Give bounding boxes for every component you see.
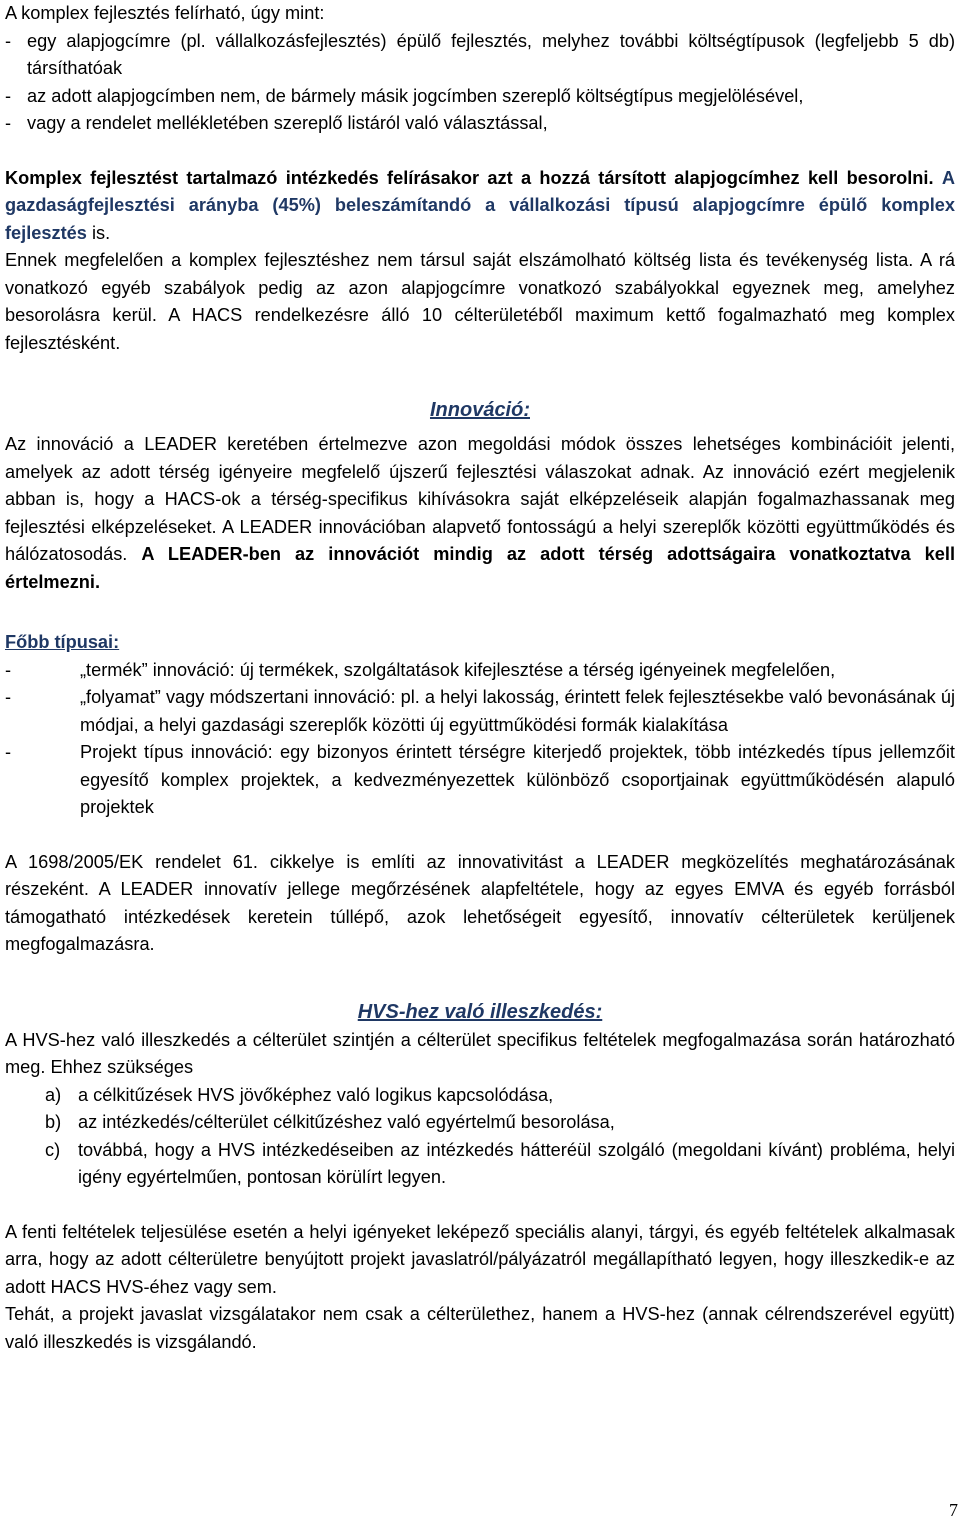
list-item-text: vagy a rendelet mellékletében szereplő listáról való választással, xyxy=(27,113,548,133)
hvs-paragraph-2: Tehát, a projekt javaslat vizsgálatakor nem csak a célterülethez, hanem a HVS-hez (annak célrendszerével együtt) való illeszkedés is vizsgálandó. xyxy=(5,1304,955,1352)
section-heading-innovacio: Innováció: xyxy=(429,399,530,421)
hvs-paragraph-1: A fenti feltételek teljesülése esetén a helyi igényeket leképező speciális alanyi, tárgyi, és egyéb feltételek alkalmasak arra, hogy az adott célterületre benyújtott projekt javaslatról/pályázatról megállapítható legyen, hogy illeszkedik-e az adott HACS HVS-éhez vagy sem. xyxy=(5,1221,955,1297)
list-item-text: az adott alapjogcímben nem, de bármely másik jogcímben szereplő költségtípus megjelölésével, xyxy=(27,85,804,106)
list-item: - egy alapjogcímre (pl. vállalkozásfejlesztés) épülő fejlesztés, melyhez további költségtípusok (legfeljebb 5 db) társíthatóak xyxy=(5,28,955,83)
list-item xyxy=(5,1109,955,1137)
list-item-text: Projekt típus innováció: egy bizonyos érintett térségre kiterjedő projektek, több intézkedés típus jellemzőit egyesítő komplex projektek, a kedvezményezettek különböző csoportjainak együttműködésén alapuló projektek xyxy=(80,742,955,817)
list-item: - az adott alapjogcímben nem, de bármely másik jogcímben szereplő költségtípus megjelölésével, xyxy=(5,83,955,111)
list-item-text: a célkitűzések HVS jövőképhez való logikus kapcsolódása, xyxy=(78,1084,554,1105)
list-item-text: továbbá, hogy a HVS intézkedéseiben az intézkedés hátteréül szolgáló (megoldani kívánt) probléma, helyi igény egyértelműen, pontosan körülírt legyen. xyxy=(78,1139,955,1187)
komplex-bold-1: Komplex fejlesztést tartalmazó intézkedés felírásakor azt a hozzá társított alapjogcímhez kell besorolni. xyxy=(5,167,934,188)
list-item-text: „folyamat” vagy módszertani innováció: pl. a helyi lakosság, érintett felek fejlesztésekbe való bevonásának új módjai, a helyi gazdasági szereplők közötti új együttműködési formák kialakítása xyxy=(80,687,955,735)
list-item-marker: c) xyxy=(45,1139,61,1160)
komplex-paragraph xyxy=(5,165,955,248)
list-item-text: „termék” innováció: új termékek, szolgáltatások kifejlesztése a térség igényeinek megfelelően, xyxy=(80,659,836,680)
section-heading-hvs: HVS-hez való illeszkedés: xyxy=(357,1000,603,1023)
list-item: - „folyamat” vagy módszertani innováció: pl. a helyi lakosság, érintett felek fejlesztésekbe való bevonásának új módjai, a helyi gazdasági szereplők közötti új együttműködési formák kialakítása xyxy=(5,684,955,739)
hvs-intro-paragraph: A HVS-hez való illeszkedés a célterület szintjén a célterület specifikus feltételek megfogalmazása során határozható meg. Ehhez szükséges xyxy=(5,1029,955,1077)
list-item xyxy=(5,1082,955,1110)
list-item-marker: b) xyxy=(45,1112,62,1132)
innovacio-bold-text: A LEADER-ben az innovációt mindig az adott térség adottságaira vonatkoztatva kell értelmezni. xyxy=(5,544,955,592)
innovacio-closing-paragraph: A 1698/2005/EK rendelet 61. cikkelye is említi az innovativitást a LEADER megközelítés meghatározásának részeként. A LEADER innovatív jellege megőrzésének alapfeltétele, hogy az egyes EMVA és egyéb forrásból támogatható intézkedések keretein túllépő, azok lehetőségeit egyesítő, innovatív célterületek kerüljenek megfogalmazásra. xyxy=(5,851,955,954)
list-item-text: az intézkedés/célterület célkitűzéshez való egyértelmű besorolása, xyxy=(78,1112,615,1132)
list-item: - vagy a rendelet mellékletében szereplő listáról való választással, xyxy=(5,110,955,138)
intro-line: A komplex fejlesztés felírható, úgy mint: xyxy=(5,3,325,23)
innovacio-paragraph xyxy=(5,431,955,596)
document-page xyxy=(5,0,955,1356)
komplex-bold-2: A gazdaságfejlesztési arányba (45%) beleszámítandó a vállalkozási típusú alapjogcímre épülő komplex fejlesztés xyxy=(5,167,956,243)
list-item: - Projekt típus innováció: egy bizonyos érintett térségre kiterjedő projektek, több intézkedés típus jellemzőit egyesítő komplex projektek, a kedvezményezettek különböző csoportjainak együttműködésén alapuló projektek xyxy=(5,739,955,822)
komplex-bold-2-tail: is. xyxy=(86,222,111,243)
list-item xyxy=(5,1137,955,1192)
komplex-rules-paragraph: Ennek megfelelően a komplex fejlesztéshez nem társul saját elszámolható költség lista és tevékenység lista. A rá vonatkozó egyéb szabályok pedig az azon alapjogcímre vonatkozó szabályokkal egyeznek meg, amelyhez besorolásra kerül. A HACS rendelkezésre álló 10 célterületéből maximum kettő fogalmazható meg komplex fejlesztésként. xyxy=(5,250,955,353)
innovacio-text: Az innováció a LEADER keretében értelmezve azon megoldási módok összes lehetséges kombinációit jelenti, amelyek az adott térség igényeire megfelelő újszerű fejlesztési válaszokat adnak. Az innováció ezért megjelenik abban is, hogy a HACS-ok a térség-specifikus kihívásokra saját elképzeléseik alapján fogalmazhassanak meg fejlesztési elképzeléseket. A LEADER innovációban alapvető fontosságú a helyi szereplők közötti együttműködés és hálózatosodás. xyxy=(5,434,955,564)
list-item: - „termék” innováció: új termékek, szolgáltatások kifejlesztése a térség igényeinek megfelelően, xyxy=(5,657,955,685)
types-heading: Főbb típusai: xyxy=(5,632,120,652)
list-item-text: egy alapjogcímre (pl. vállalkozásfejlesztés) épülő fejlesztés, melyhez további költségtípusok (legfeljebb 5 db) társíthatóak xyxy=(27,30,955,78)
list-item-marker: a) xyxy=(45,1084,62,1105)
page-number: 7 xyxy=(949,1500,958,1520)
